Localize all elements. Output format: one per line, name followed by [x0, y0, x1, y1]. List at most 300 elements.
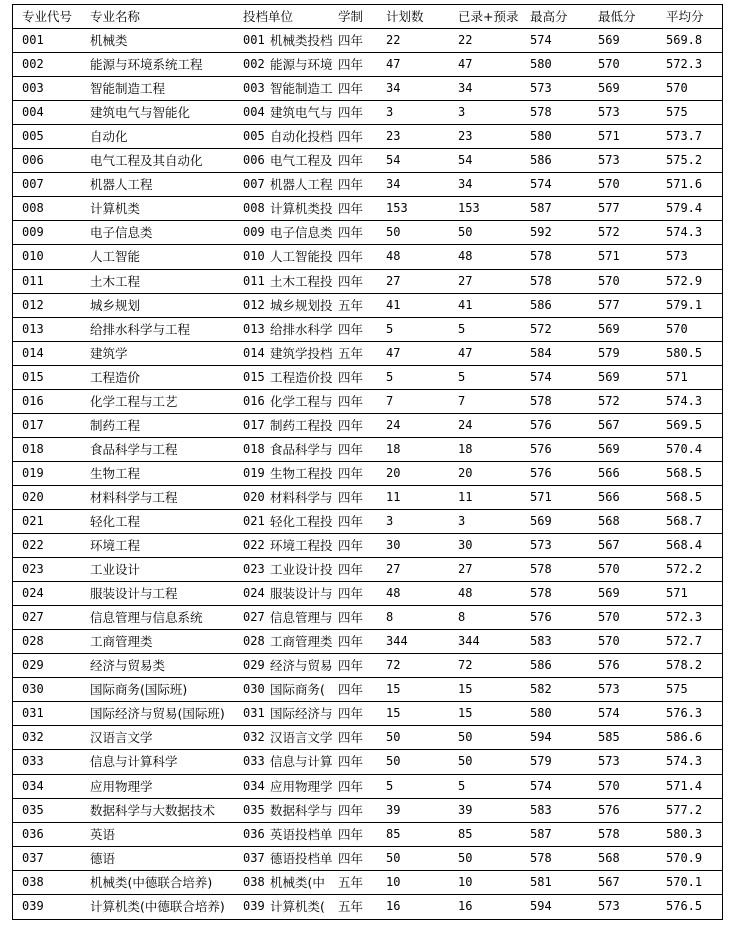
cell-max: 574: [530, 778, 552, 793]
cell-name: 土木工程: [90, 273, 141, 289]
cell-plan: 20: [386, 465, 401, 480]
cell-min: 570: [598, 273, 620, 288]
cell-length: 四年: [338, 562, 364, 578]
cell-plan: 24: [386, 417, 401, 432]
cell-min: 568: [598, 850, 620, 865]
table-row: [13, 149, 722, 173]
cell-min: 572: [598, 393, 620, 408]
cell-max: 578: [530, 586, 552, 601]
cell-plan: 16: [386, 898, 401, 913]
cell-name: 数据科学与大数据技术: [90, 802, 216, 818]
cell-plan: 27: [386, 273, 401, 288]
cell-unit-code: 022: [243, 538, 265, 553]
cell-unit-code: 015: [243, 369, 265, 384]
cell-max: 578: [530, 105, 552, 120]
cell-avg: 572.3: [666, 610, 703, 625]
cell-min: 569: [598, 586, 620, 601]
table-row: [13, 390, 722, 414]
cell-code: 037: [22, 850, 44, 865]
cell-unit: 德语投档单: [270, 850, 333, 866]
cell-unit: 化学工程与: [270, 393, 333, 409]
cell-unit-code: 039: [243, 898, 265, 913]
cell-length: 四年: [338, 393, 364, 409]
table-row: [13, 750, 722, 774]
cell-avg: 568.5: [666, 465, 703, 480]
table-row: [13, 125, 722, 149]
cell-unit-code: 006: [243, 153, 265, 168]
admission-scores-table: [12, 4, 723, 920]
cell-code: 008: [22, 201, 44, 216]
cell-code: 015: [22, 369, 44, 384]
cell-max: 584: [530, 345, 552, 360]
table-row: [13, 775, 722, 799]
cell-code: 032: [22, 730, 44, 745]
cell-max: 571: [530, 489, 552, 504]
cell-min: 572: [598, 225, 620, 240]
cell-min: 573: [598, 682, 620, 697]
cell-admitted: 23: [458, 129, 473, 144]
cell-unit-code: 009: [243, 225, 265, 240]
cell-min: 579: [598, 345, 620, 360]
cell-max: 574: [530, 33, 552, 48]
cell-max: 573: [530, 81, 552, 96]
cell-code: 033: [22, 754, 44, 769]
cell-code: 005: [22, 129, 44, 144]
cell-avg: 568.4: [666, 538, 703, 553]
cell-length: 四年: [338, 850, 364, 866]
cell-length: 四年: [338, 225, 364, 241]
table-row: [13, 197, 722, 221]
cell-unit-code: 010: [243, 249, 265, 264]
table-row: [13, 799, 722, 823]
cell-max: 586: [530, 297, 552, 312]
cell-avg: 573.7: [666, 129, 703, 144]
cell-length: 四年: [338, 369, 364, 385]
cell-avg: 574.3: [666, 393, 703, 408]
cell-plan: 3: [386, 513, 394, 528]
table-row: [13, 414, 722, 438]
header-unit: 投档单位: [243, 9, 294, 24]
cell-min: 571: [598, 249, 620, 264]
cell-plan: 50: [386, 225, 401, 240]
cell-code: 013: [22, 321, 44, 336]
table-row: [13, 582, 722, 606]
cell-name: 信息与计算科学: [90, 754, 178, 770]
cell-avg: 576.3: [666, 706, 703, 721]
cell-admitted: 34: [458, 81, 473, 96]
cell-code: 010: [22, 249, 44, 264]
cell-admitted: 18: [458, 441, 473, 456]
table-row: [13, 77, 722, 101]
cell-plan: 8: [386, 610, 394, 625]
table-row: [13, 823, 722, 847]
cell-avg: 575: [666, 105, 688, 120]
cell-unit: 机器人工程: [270, 177, 333, 193]
cell-unit: 计算机类(: [270, 898, 325, 914]
cell-min: 567: [598, 538, 620, 553]
table-row: [13, 871, 722, 895]
cell-max: 583: [530, 634, 552, 649]
cell-avg: 574.3: [666, 225, 703, 240]
cell-max: 592: [530, 225, 552, 240]
cell-min: 573: [598, 153, 620, 168]
table-row: [13, 101, 722, 125]
cell-unit-code: 001: [243, 33, 265, 48]
cell-admitted: 24: [458, 417, 473, 432]
cell-unit: 制药工程投: [270, 417, 333, 433]
cell-unit-code: 023: [243, 562, 265, 577]
cell-unit-code: 016: [243, 393, 265, 408]
cell-unit: 计算机类投: [270, 201, 333, 217]
cell-avg: 571.4: [666, 778, 703, 793]
cell-admitted: 50: [458, 225, 473, 240]
cell-unit: 环境工程投: [270, 538, 333, 554]
cell-unit-code: 029: [243, 658, 265, 673]
header-code: 专业代号: [22, 9, 73, 24]
cell-min: 571: [598, 129, 620, 144]
cell-unit-code: 035: [243, 802, 265, 817]
cell-min: 573: [598, 898, 620, 913]
cell-length: 四年: [338, 249, 364, 265]
cell-avg: 574.3: [666, 754, 703, 769]
cell-unit: 经济与贸易: [270, 658, 333, 674]
cell-min: 567: [598, 417, 620, 432]
cell-admitted: 5: [458, 369, 466, 384]
cell-unit: 食品科学与: [270, 441, 333, 457]
cell-name: 工商管理类: [90, 634, 153, 650]
cell-admitted: 50: [458, 850, 473, 865]
header-max: 最高分: [530, 9, 568, 24]
cell-code: 034: [22, 778, 44, 793]
cell-name: 人工智能: [90, 249, 141, 265]
cell-avg: 580.3: [666, 826, 703, 841]
cell-name: 材料科学与工程: [90, 489, 178, 505]
cell-plan: 41: [386, 297, 401, 312]
cell-plan: 5: [386, 321, 394, 336]
cell-min: 576: [598, 658, 620, 673]
cell-avg: 572.7: [666, 634, 703, 649]
cell-plan: 22: [386, 33, 401, 48]
cell-name: 计算机类(中德联合培养): [90, 898, 225, 914]
cell-unit: 工商管理类: [270, 634, 333, 650]
cell-unit: 智能制造工: [270, 81, 333, 97]
cell-max: 586: [530, 658, 552, 673]
cell-name: 服装设计与工程: [90, 586, 178, 602]
cell-plan: 15: [386, 682, 401, 697]
cell-code: 009: [22, 225, 44, 240]
cell-avg: 572.2: [666, 562, 703, 577]
cell-avg: 570.1: [666, 874, 703, 889]
cell-plan: 47: [386, 57, 401, 72]
cell-unit: 国际商务(: [270, 682, 325, 698]
cell-name: 建筑学: [90, 345, 128, 361]
cell-min: 567: [598, 874, 620, 889]
cell-max: 576: [530, 610, 552, 625]
cell-avg: 579.4: [666, 201, 703, 216]
cell-admitted: 344: [458, 634, 480, 649]
cell-code: 021: [22, 513, 44, 528]
cell-code: 020: [22, 489, 44, 504]
cell-unit-code: 014: [243, 345, 265, 360]
cell-plan: 48: [386, 249, 401, 264]
cell-max: 582: [530, 682, 552, 697]
cell-plan: 50: [386, 730, 401, 745]
cell-min: 569: [598, 321, 620, 336]
cell-admitted: 5: [458, 778, 466, 793]
cell-max: 576: [530, 417, 552, 432]
cell-unit: 工业设计投: [270, 562, 333, 578]
cell-max: 580: [530, 706, 552, 721]
cell-max: 574: [530, 177, 552, 192]
cell-max: 579: [530, 754, 552, 769]
cell-admitted: 7: [458, 393, 466, 408]
cell-max: 574: [530, 369, 552, 384]
cell-admitted: 11: [458, 489, 473, 504]
cell-min: 577: [598, 201, 620, 216]
table-row: [13, 29, 722, 53]
table-row: [13, 847, 722, 871]
cell-name: 工业设计: [90, 562, 141, 578]
cell-min: 568: [598, 513, 620, 528]
cell-length: 四年: [338, 706, 364, 722]
cell-plan: 18: [386, 441, 401, 456]
cell-code: 002: [22, 57, 44, 72]
cell-unit-code: 013: [243, 321, 265, 336]
cell-max: 586: [530, 153, 552, 168]
cell-unit: 英语投档单: [270, 826, 333, 842]
cell-plan: 27: [386, 562, 401, 577]
table-row: [13, 438, 722, 462]
cell-admitted: 54: [458, 153, 473, 168]
cell-unit-code: 027: [243, 610, 265, 625]
cell-name: 电气工程及其自动化: [90, 153, 203, 169]
cell-admitted: 3: [458, 105, 466, 120]
cell-unit-code: 030: [243, 682, 265, 697]
cell-unit-code: 003: [243, 81, 265, 96]
cell-unit-code: 020: [243, 489, 265, 504]
cell-min: 566: [598, 465, 620, 480]
cell-avg: 579.1: [666, 297, 703, 312]
cell-admitted: 5: [458, 321, 466, 336]
cell-max: 594: [530, 730, 552, 745]
cell-unit: 电子信息类: [270, 225, 333, 241]
cell-admitted: 85: [458, 826, 473, 841]
cell-name: 应用物理学: [90, 778, 153, 794]
cell-length: 四年: [338, 754, 364, 770]
cell-length: 四年: [338, 730, 364, 746]
cell-avg: 575: [666, 682, 688, 697]
cell-admitted: 48: [458, 249, 473, 264]
cell-name: 环境工程: [90, 538, 141, 554]
table-row: [13, 895, 722, 919]
cell-admitted: 30: [458, 538, 473, 553]
cell-max: 569: [530, 513, 552, 528]
table-row: [13, 558, 722, 582]
cell-code: 039: [22, 898, 44, 913]
cell-avg: 573: [666, 249, 688, 264]
cell-avg: 568.7: [666, 513, 703, 528]
cell-max: 578: [530, 562, 552, 577]
cell-unit-code: 034: [243, 778, 265, 793]
cell-unit: 工程造价投: [270, 369, 333, 385]
cell-code: 012: [22, 297, 44, 312]
cell-max: 587: [530, 201, 552, 216]
cell-min: 570: [598, 177, 620, 192]
cell-length: 四年: [338, 321, 364, 337]
cell-min: 569: [598, 369, 620, 384]
table-row: [13, 534, 722, 558]
cell-name: 制药工程: [90, 417, 141, 433]
cell-avg: 570.4: [666, 441, 703, 456]
cell-code: 027: [22, 610, 44, 625]
cell-code: 011: [22, 273, 44, 288]
cell-unit: 机械类投档: [270, 33, 333, 49]
cell-length: 四年: [338, 33, 364, 49]
cell-unit: 轻化工程投: [270, 513, 333, 529]
cell-name: 轻化工程: [90, 513, 141, 529]
cell-unit: 土木工程投: [270, 273, 333, 289]
cell-avg: 578.2: [666, 658, 703, 673]
cell-unit: 机械类(中: [270, 874, 325, 890]
cell-length: 四年: [338, 610, 364, 626]
cell-unit-code: 012: [243, 297, 265, 312]
cell-unit-code: 021: [243, 513, 265, 528]
cell-code: 023: [22, 562, 44, 577]
cell-name: 计算机类: [90, 201, 141, 217]
table-row: [13, 294, 722, 318]
cell-length: 四年: [338, 153, 364, 169]
cell-name: 电子信息类: [90, 225, 153, 241]
cell-admitted: 41: [458, 297, 473, 312]
cell-plan: 50: [386, 754, 401, 769]
cell-admitted: 72: [458, 658, 473, 673]
cell-admitted: 3: [458, 513, 466, 528]
cell-unit: 自动化投档: [270, 129, 333, 145]
cell-unit: 城乡规划投: [270, 297, 333, 313]
cell-max: 581: [530, 874, 552, 889]
cell-unit: 能源与环境: [270, 57, 333, 73]
cell-avg: 576.5: [666, 898, 703, 913]
cell-avg: 575.2: [666, 153, 703, 168]
cell-plan: 15: [386, 706, 401, 721]
cell-avg: 570: [666, 81, 688, 96]
cell-unit-code: 002: [243, 57, 265, 72]
cell-unit: 给排水科学: [270, 321, 333, 337]
cell-unit: 生物工程投: [270, 465, 333, 481]
cell-admitted: 50: [458, 730, 473, 745]
cell-min: 569: [598, 33, 620, 48]
cell-admitted: 34: [458, 177, 473, 192]
cell-code: 029: [22, 658, 44, 673]
cell-max: 580: [530, 57, 552, 72]
cell-max: 580: [530, 129, 552, 144]
cell-avg: 572.3: [666, 57, 703, 72]
header-admitted: 已录+预录: [458, 9, 519, 24]
cell-avg: 571.6: [666, 177, 703, 192]
cell-plan: 23: [386, 129, 401, 144]
cell-code: 017: [22, 417, 44, 432]
cell-length: 四年: [338, 417, 364, 433]
cell-admitted: 15: [458, 706, 473, 721]
cell-length: 四年: [338, 57, 364, 73]
cell-plan: 47: [386, 345, 401, 360]
cell-length: 四年: [338, 634, 364, 650]
cell-plan: 50: [386, 850, 401, 865]
cell-unit-code: 005: [243, 129, 265, 144]
cell-length: 四年: [338, 802, 364, 818]
cell-length: 四年: [338, 513, 364, 529]
table-row: [13, 342, 722, 366]
cell-name: 能源与环境系统工程: [90, 57, 203, 73]
table-row: [13, 53, 722, 77]
cell-length: 四年: [338, 778, 364, 794]
cell-min: 576: [598, 802, 620, 817]
cell-admitted: 39: [458, 802, 473, 817]
cell-code: 003: [22, 81, 44, 96]
table-row: [13, 630, 722, 654]
cell-admitted: 15: [458, 682, 473, 697]
cell-unit: 建筑电气与: [270, 105, 333, 121]
cell-code: 028: [22, 634, 44, 649]
cell-plan: 34: [386, 177, 401, 192]
table-row: [13, 245, 722, 269]
cell-length: 四年: [338, 586, 364, 602]
cell-avg: 570: [666, 321, 688, 336]
table-row: [13, 510, 722, 534]
cell-min: 578: [598, 826, 620, 841]
table-row: [13, 654, 722, 678]
cell-code: 038: [22, 874, 44, 889]
cell-avg: 580.5: [666, 345, 703, 360]
cell-length: 四年: [338, 538, 364, 554]
table-row: [13, 678, 722, 702]
cell-name: 汉语言文学: [90, 730, 153, 746]
cell-plan: 344: [386, 634, 408, 649]
cell-name: 智能制造工程: [90, 81, 166, 97]
table-body: [13, 29, 722, 919]
cell-unit: 信息与计算: [270, 754, 333, 770]
cell-unit-code: 017: [243, 417, 265, 432]
cell-max: 576: [530, 441, 552, 456]
cell-unit-code: 037: [243, 850, 265, 865]
cell-code: 035: [22, 802, 44, 817]
cell-max: 576: [530, 465, 552, 480]
cell-name: 建筑电气与智能化: [90, 105, 191, 121]
cell-min: 570: [598, 634, 620, 649]
cell-admitted: 8: [458, 610, 466, 625]
cell-max: 583: [530, 802, 552, 817]
cell-unit-code: 028: [243, 634, 265, 649]
cell-unit-code: 019: [243, 465, 265, 480]
cell-min: 574: [598, 706, 620, 721]
cell-min: 573: [598, 105, 620, 120]
cell-admitted: 47: [458, 57, 473, 72]
cell-min: 569: [598, 81, 620, 96]
cell-length: 四年: [338, 105, 364, 121]
cell-avg: 586.6: [666, 730, 703, 745]
cell-unit-code: 031: [243, 706, 265, 721]
cell-plan: 11: [386, 489, 401, 504]
cell-avg: 569.5: [666, 417, 703, 432]
cell-code: 018: [22, 441, 44, 456]
cell-length: 四年: [338, 81, 364, 97]
cell-name: 给排水科学与工程: [90, 321, 191, 337]
cell-length: 四年: [338, 129, 364, 145]
cell-admitted: 20: [458, 465, 473, 480]
cell-max: 594: [530, 898, 552, 913]
cell-max: 587: [530, 826, 552, 841]
cell-length: 四年: [338, 658, 364, 674]
